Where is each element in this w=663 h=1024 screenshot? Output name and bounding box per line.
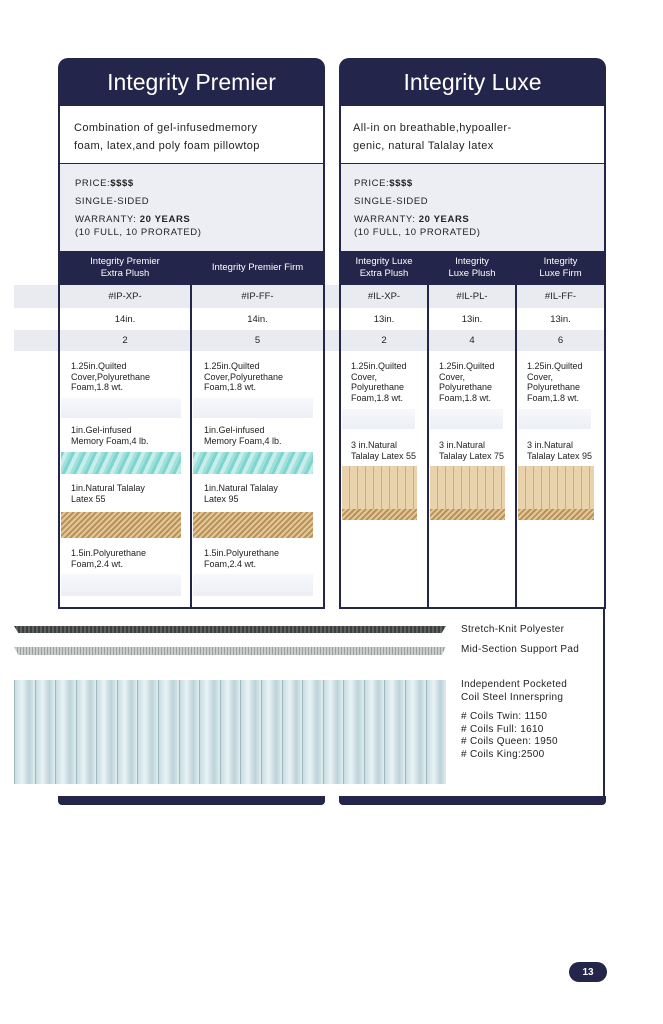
layer-text-line: Talalay Latex 75: [439, 450, 505, 461]
latex-layer-image: [193, 512, 313, 538]
latex-layer-image: [518, 466, 594, 509]
layer-text-line: 1.25in.Quilted: [71, 361, 127, 371]
premier-desc-line1: Combination of gel-infusedmemory: [74, 122, 258, 134]
layer-text-line: Polyurethane: [527, 382, 581, 392]
model-name-line2: Luxe Plush: [448, 268, 496, 279]
poly-foam-layer-image: [342, 409, 415, 429]
layer-text-line: 1.25in.Quilted: [351, 361, 407, 371]
layer-text-line: 1in.Gel-infused: [71, 425, 132, 435]
coil-spring: [426, 680, 447, 784]
model-height: 13in.: [550, 313, 571, 325]
model-header-ip-ff: [192, 251, 323, 285]
coil-spring: [364, 680, 385, 784]
model-header-il-ff: [517, 251, 604, 285]
model-name-line1: Integrity: [543, 256, 578, 267]
luxe-desc-line2: genic, natural Talalay latex: [353, 140, 494, 152]
premier-title: Integrity Premier: [58, 58, 325, 106]
luxe-title: Integrity Luxe: [339, 58, 606, 106]
coil-description: [461, 679, 567, 704]
premier-description: [60, 106, 323, 164]
layer-text-line: Memory Foam,4 lb.: [204, 435, 282, 446]
layer-text-line: Foam,1.8 wt.: [71, 382, 124, 392]
layer-text-line: Cover,: [439, 371, 466, 382]
model-name-line1: Integrity: [455, 256, 489, 267]
coils-full: # Coils Full: 1610: [461, 723, 544, 735]
model-code: #IL-PL-: [456, 291, 488, 302]
coil-spring: [137, 680, 158, 784]
layer-text-line: Latex 55: [71, 493, 106, 504]
poly-foam-layer-image: [193, 398, 313, 418]
warranty-label: WARRANTY:: [354, 214, 416, 225]
coil-spring: [405, 680, 426, 784]
layer-text-line: Cover,Polyurethane: [204, 371, 284, 382]
model-name-line2: Extra Plush: [359, 268, 409, 279]
price-label: PRICE:: [75, 178, 111, 189]
luxe-specs: [341, 164, 604, 251]
layer-text-line: Foam,1.8 wt.: [204, 382, 257, 392]
poly-foam-layer-image: [61, 398, 181, 418]
coil-spring: [199, 680, 220, 784]
luxe-warranty: [354, 214, 604, 226]
layer-text-line: 3 in.Natural: [351, 440, 398, 450]
layer-text-line: 1in.Gel-infused: [204, 425, 265, 435]
layer-quilted-cover: [527, 361, 602, 403]
layer-quilted-cover: [204, 361, 319, 393]
pocketed-coils-image: [14, 680, 446, 784]
warranty-label: WARRANTY:: [75, 214, 137, 225]
premier-specs: [60, 164, 323, 251]
price-value: $$$$: [110, 178, 134, 189]
gel-foam-layer-image: [61, 452, 181, 474]
coils-king: # Coils King:2500: [461, 748, 545, 760]
page-number-badge: [569, 962, 607, 982]
poly-foam-layer-image: [430, 409, 503, 429]
luxe-desc-line1: All-in on breathable,hypoaller-: [353, 122, 512, 134]
premier-footer-bar: [58, 796, 325, 805]
layer-text-line: Cover,: [351, 371, 378, 382]
poly-foam-layer-image: [61, 574, 181, 596]
premier-desc-line2: foam, latex,and poly foam pillowtop: [74, 140, 260, 152]
base-right-border: [603, 609, 605, 797]
layer-quilted-cover: [71, 361, 186, 393]
model-firmness: 2: [122, 335, 128, 346]
layer-text-line: Foam,1.8 wt.: [439, 392, 492, 403]
coils-queen: # Coils Queen: 1950: [461, 736, 558, 747]
model-name-line2: Extra Plush: [100, 268, 150, 279]
layer-text-line: Latex 95: [204, 493, 239, 504]
latex-layer-image: [342, 466, 417, 509]
stretch-knit-layer-image: [14, 626, 446, 633]
layer-text-line: Cover,Polyurethane: [71, 371, 151, 382]
coil-title-line1: Independent Pocketed: [461, 679, 568, 690]
premier-warranty-detail: (10 FULL, 10 PRORATED): [75, 227, 202, 238]
coil-counts: [461, 711, 558, 761]
coil-spring: [96, 680, 117, 784]
mid-section-pad-image: [14, 647, 446, 655]
model-firmness: 2: [381, 335, 387, 346]
layer-text-line: Talalay Latex 95: [527, 450, 593, 461]
layer-text-line: 1in.Natural Talalay: [71, 483, 145, 493]
layer-text-line: Talalay Latex 55: [351, 450, 417, 461]
layer-text-line: Polyurethane: [351, 382, 405, 392]
luxe-sided: SINGLE-SIDED: [354, 196, 429, 207]
layer-poly-foam: [71, 548, 186, 569]
coil-spring: [179, 680, 200, 784]
layer-text-line: 1.25in.Quilted: [439, 361, 495, 371]
latex-layer-base-image: [342, 509, 417, 520]
model-height: 13in.: [461, 313, 483, 325]
latex-layer-base-image: [518, 509, 594, 520]
model-height: 13in.: [373, 313, 395, 325]
model-header-il-pl: [429, 251, 515, 285]
model-header-ip-xp: [60, 251, 190, 285]
layer-talalay-latex: [439, 440, 515, 461]
layer-text-line: Cover,: [527, 371, 554, 382]
coil-spring: [35, 680, 56, 784]
poly-foam-layer-image: [518, 409, 591, 429]
coil-spring: [14, 680, 35, 784]
model-code: #IL-XP-: [367, 291, 401, 302]
luxe-table-bottom: [339, 607, 606, 609]
layer-text-line: Foam,1.8 wt.: [527, 392, 580, 403]
model-height: 14in.: [247, 313, 268, 325]
model-firmness: 4: [469, 335, 475, 346]
page-number: 13: [582, 966, 594, 978]
layer-quilted-cover: [439, 361, 513, 403]
warranty-value: 20 YEARS: [139, 214, 191, 225]
panel-border: [604, 251, 606, 609]
layer-quilted-cover: [351, 361, 425, 403]
gel-foam-layer-image: [193, 452, 313, 474]
panel-border: [323, 251, 325, 609]
coil-spring: [261, 680, 282, 784]
premier-price: [75, 178, 323, 190]
layer-text-line: 1.5in.Polyurethane: [204, 548, 280, 558]
layer-gel-memory-foam: [71, 425, 186, 446]
layer-text-line: Foam,2.4 wt.: [71, 558, 124, 569]
layer-text-line: 1.5in.Polyurethane: [71, 548, 147, 558]
layer-gel-memory-foam: [204, 425, 319, 446]
price-value: $$$$: [389, 178, 413, 189]
layer-text-line: Foam,1.8 wt.: [351, 392, 404, 403]
model-firmness: 6: [557, 335, 564, 346]
coil-spring: [323, 680, 344, 784]
poly-foam-layer-image: [193, 574, 313, 596]
model-name-line1: Integrity Premier: [90, 256, 160, 267]
model-header-il-xp: [341, 251, 427, 285]
layer-talalay-latex: [351, 440, 427, 461]
premier-table-bottom: [58, 607, 325, 609]
coil-spring: [76, 680, 97, 784]
luxe-description: [341, 106, 604, 164]
luxe-price: [354, 178, 604, 190]
coil-spring: [158, 680, 179, 784]
model-code: #IL-FF-: [544, 291, 577, 302]
layer-text-line: 1.25in.Quilted: [527, 361, 583, 371]
coil-spring: [240, 680, 261, 784]
coil-spring: [220, 680, 241, 784]
stretch-knit-label: Stretch-Knit Polyester: [461, 624, 565, 635]
layer-text-line: Polyurethane: [439, 382, 493, 392]
model-firmness: 5: [254, 335, 261, 346]
layer-talalay-latex: [204, 483, 319, 504]
coils-twin: # Coils Twin: 1150: [461, 711, 548, 722]
layer-text-line: 1in.Natural Talalay: [204, 483, 278, 493]
model-name-line1: Integrity Luxe: [355, 256, 413, 267]
model-name-line1: Integrity Premier Firm: [211, 262, 304, 273]
coil-spring: [117, 680, 138, 784]
coil-spring: [384, 680, 405, 784]
model-code: #IP-XP-: [108, 291, 142, 302]
price-label: PRICE:: [354, 178, 390, 189]
coil-title-line2: Coil Steel Innerspring: [461, 691, 564, 703]
coil-spring: [55, 680, 76, 784]
latex-layer-base-image: [430, 509, 505, 520]
coil-spring: [282, 680, 303, 784]
warranty-value: 20 YEARS: [418, 214, 470, 225]
mid-section-label: Mid-Section Support Pad: [461, 644, 580, 655]
layer-text-line: Memory Foam,4 lb.: [71, 435, 149, 446]
premier-sided: SINGLE-SIDED: [75, 196, 150, 207]
layer-text-line: 1.25in.Quilted: [204, 361, 260, 371]
model-name-line2: Luxe Firm: [539, 268, 582, 279]
latex-layer-image: [430, 466, 505, 509]
layer-talalay-latex: [527, 440, 604, 461]
layer-text-line: 3 in.Natural: [527, 440, 574, 450]
layer-poly-foam: [204, 548, 319, 569]
layer-talalay-latex: [71, 483, 186, 504]
coil-spring: [302, 680, 323, 784]
luxe-footer-bar: [339, 796, 606, 805]
model-height: 14in.: [114, 313, 136, 325]
layer-text-line: 3 in.Natural: [439, 440, 486, 450]
model-code: #IP-FF-: [241, 291, 274, 302]
coil-spring: [343, 680, 364, 784]
layer-text-line: Foam,2.4 wt.: [204, 558, 257, 569]
luxe-warranty-detail: (10 FULL, 10 PRORATED): [354, 227, 481, 238]
premier-warranty: [75, 214, 323, 226]
latex-layer-image: [61, 512, 181, 538]
